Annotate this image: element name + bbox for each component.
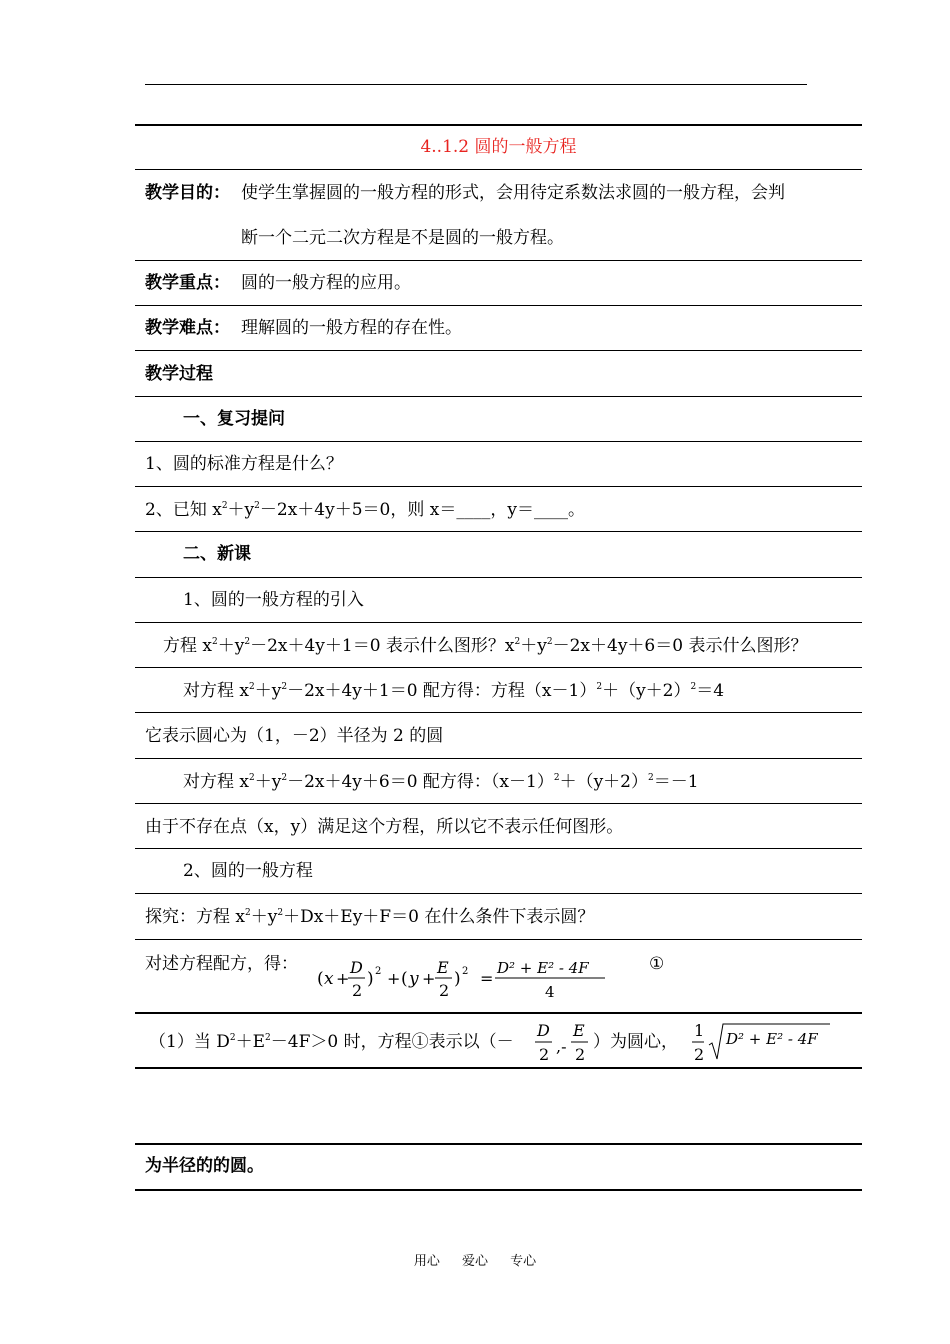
key-text: 圆的一般方程的应用。 [241,273,411,293]
subsection-1: 1、圆的一般方程的引入 [183,590,364,610]
svg-text:y: y [409,969,419,989]
explore-row [135,893,862,940]
objective-label: 教学目的： [145,183,230,203]
page-title: 4..1.2 圆的一般方程 [420,137,577,157]
key-row [135,260,862,306]
process-heading: 教学过程 [145,364,213,384]
svg-text:4: 4 [545,983,555,1001]
eqA-result-row [135,712,862,759]
svg-text:2: 2 [694,1045,705,1064]
completed-square-formula [315,943,615,1007]
svg-text:): ) [367,969,374,989]
question-2: 2、已知 $x^2+y^2-2x+4y+5=0$，则 x＝____，y＝____。 [145,500,585,520]
footer-word-3: 专心 [510,1254,537,1269]
svg-text:2: 2 [439,981,450,1000]
svg-text:1: 1 [694,1021,705,1040]
svg-text:(: ( [401,969,408,989]
section1-heading: 一、复习提问 [183,409,285,429]
equation-b-completion: 对方程 $x^2+y^2-2x+4y+6=0$ 配方得：$(x-1)^2+(y+2)^2=-1$ [183,772,699,792]
svg-text:E: E [573,1021,585,1040]
section1-row [135,396,862,442]
svg-text:=: = [480,969,494,988]
svg-text:2: 2 [352,981,363,1000]
svg-text:2: 2 [375,966,382,977]
svg-text:+: + [387,969,401,988]
equation-a-result: 它表示圆心为（1，－2）半径为 2 的圆 [145,726,444,746]
equation-question: 方程 $x^2+y^2-2x+4y+1=0$ 表示什么图形？$x^2+y^2-2x+4y+6=0$ 表示什么图形？ [163,636,808,656]
equation-b-result: 由于不存在点（x，y）满足这个方程，所以它不表示任何图形。 [145,817,624,837]
svg-text:(: ( [317,969,324,989]
case1-row [135,1012,862,1069]
subsection-2: 2、圆的一般方程 [183,861,313,881]
section2-heading: 二、新课 [183,544,251,564]
key-label: 教学重点： [145,273,230,293]
explore-text: 探究：方程 $x^2+y^2+Dx+Ey+F=0$ 在什么条件下表示圆？ [145,907,595,927]
radius-formula [690,1015,835,1067]
eqB-result-row [135,803,862,849]
footer-word-2: 爱心 [461,1254,488,1269]
header-rule [145,84,807,85]
footer-word-1: 用心 [413,1254,440,1269]
eqA-row [135,667,862,713]
svg-text:,-: ,- [556,1037,567,1056]
complete-square-text: 对述方程配方，得： [145,954,298,974]
question-1: 1、圆的标准方程是什么？ [145,454,343,474]
case1-center-label: ）为圆心， [593,1032,678,1052]
process-row [135,350,862,397]
sub1-row [135,577,862,623]
difficulty-row [135,305,862,351]
q1-row [135,441,862,487]
case1-text: （1）当 $D^2+E^2-4F>0$ 时，方程①表示以（－ [149,1032,514,1052]
page-footer [0,1250,950,1269]
svg-text:D: D [537,1021,550,1040]
title-row [135,124,862,170]
equation-a-completion: 对方程 $x^2+y^2-2x+4y+1=0$ 配方得：方程$(x-1)^2+(y+2)^2=4$ [183,681,725,701]
radius-row [135,1143,862,1191]
svg-text:x: x [324,969,334,989]
difficulty-label: 教学难点： [145,318,230,338]
eqB-row [135,758,862,804]
svg-text:2: 2 [575,1045,586,1064]
objective-row [135,169,862,261]
complete-square-row [135,939,862,1013]
svg-text:E: E [437,958,449,977]
svg-text:+: + [336,969,350,988]
center-fraction [533,1015,591,1067]
objective-line2: 断一个二元二次方程是不是圆的一般方程。 [241,228,564,248]
eq-question-row [135,622,862,668]
svg-text:D: D [350,958,363,977]
equation-number-1: ① [649,954,665,974]
svg-text:+: + [422,969,436,988]
svg-text:D² + E² - 4F: D² + E² - 4F [497,959,589,977]
svg-text:2: 2 [462,966,469,977]
sub2-row [135,848,862,894]
radius-text: 为半径的的圆。 [145,1156,264,1176]
section2-row [135,531,862,578]
svg-text:D² + E² - 4F: D² + E² - 4F [726,1030,818,1048]
q2-row [135,486,862,532]
svg-text:2: 2 [539,1045,550,1064]
difficulty-text: 理解圆的一般方程的存在性。 [241,318,462,338]
svg-text:): ) [454,969,461,989]
objective-line1: 使学生掌握圆的一般方程的形式，会用待定系数法求圆的一般方程，会判 [241,183,785,203]
